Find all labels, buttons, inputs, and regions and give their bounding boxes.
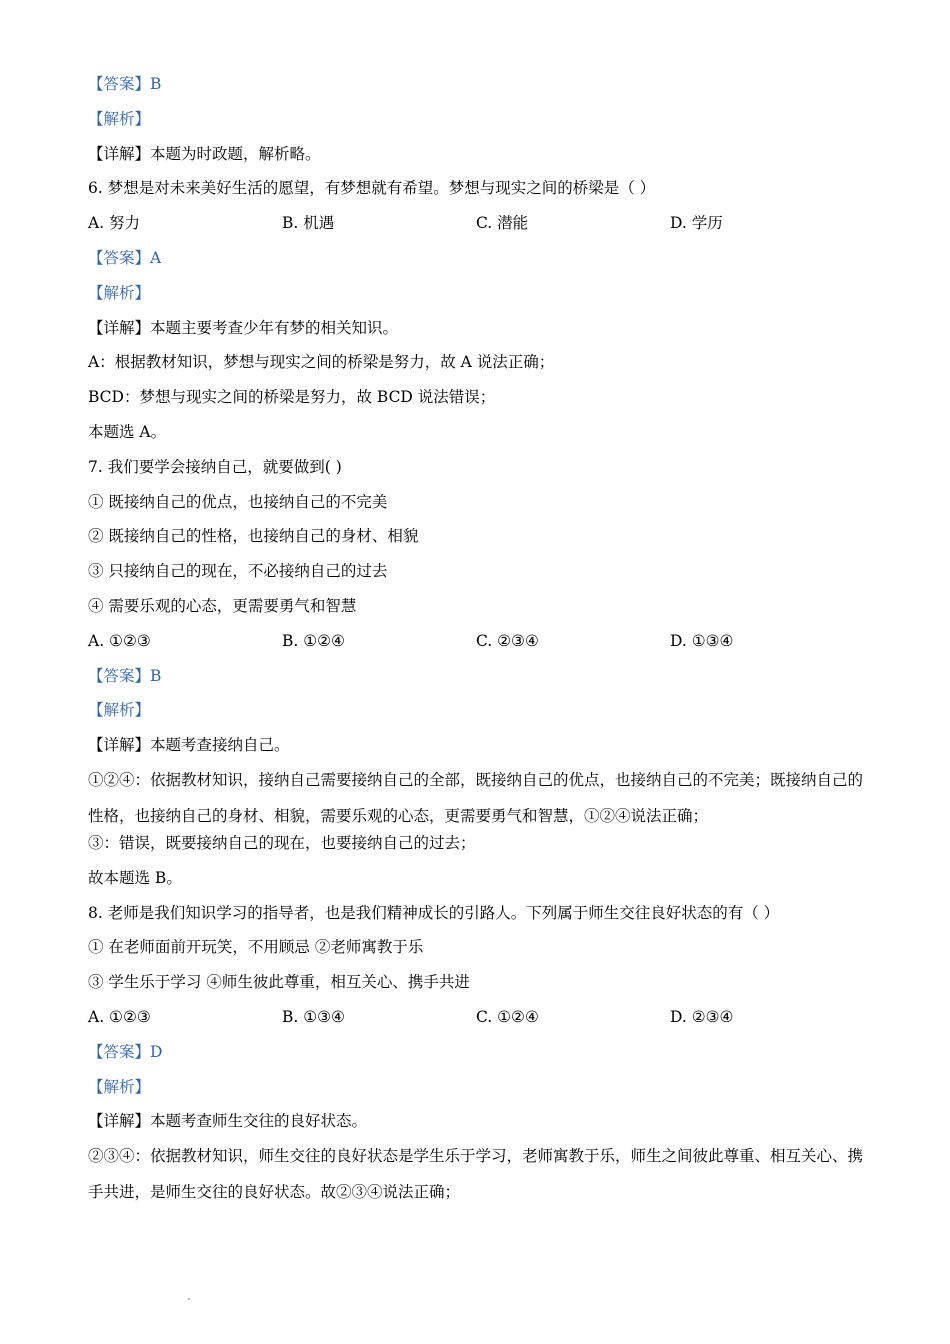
option-d: D. 学历 bbox=[670, 214, 723, 233]
option-c: C. ①②④ bbox=[476, 1007, 539, 1026]
option-d: D. ①③④ bbox=[670, 631, 734, 650]
option-b: B. ①③④ bbox=[282, 1007, 345, 1026]
question-7: 7. 我们要学会接纳自己，就要做到( ) bbox=[88, 457, 342, 476]
statements-1-2: ① 在老师面前开玩笑，不用顾忌 ②老师寓教于乐 bbox=[88, 938, 424, 957]
explanation-line: BCD：梦想与现实之间的桥梁是努力，故 BCD 说法错误； bbox=[88, 388, 496, 407]
option-c: C. 潜能 bbox=[476, 214, 529, 233]
conclusion-line: 故本题选 B。 bbox=[88, 868, 182, 887]
option-d: D. ②③④ bbox=[670, 1007, 734, 1026]
question-8: 8. 老师是我们知识学习的指导者，也是我们精神成长的引路人。下列属于师生交往良好状态的有（ ） bbox=[88, 903, 780, 922]
document-body bbox=[88, 74, 863, 1210]
analysis-label: 【解析】 bbox=[88, 1077, 151, 1096]
page-mark bbox=[188, 1298, 190, 1300]
explanation-line: A：根据教材知识，梦想与现实之间的桥梁是努力，故 A 说法正确； bbox=[88, 353, 555, 372]
explanation-paragraph: ①②④：依据教材知识，接纳自己需要接纳自己的全部，既接纳自己的优点，也接纳自己的不完美；既接纳自己的性格，也接纳自己的身材、相貌，需要乐观的心态，更需要勇气和智慧，①②④说法正确； bbox=[88, 770, 864, 825]
question-6-options bbox=[88, 213, 863, 233]
detail-text: 【详解】本题考查接纳自己。 bbox=[88, 736, 290, 755]
statement-4: ④ 需要乐观的心态，更需要勇气和智慧 bbox=[88, 596, 357, 615]
answer-label: 【答案】B bbox=[88, 75, 162, 93]
question-8-options bbox=[88, 1007, 863, 1027]
option-c: C. ②③④ bbox=[476, 631, 539, 650]
detail-text: 【详解】本题主要考查少年有梦的相关知识。 bbox=[88, 318, 399, 337]
analysis-label: 【解析】 bbox=[88, 283, 151, 302]
answer-label: 【答案】D bbox=[88, 1042, 163, 1061]
statement-1: ① 既接纳自己的优点，也接纳自己的不完美 bbox=[88, 492, 388, 511]
analysis-label: 【解析】 bbox=[88, 701, 151, 720]
answer-label: 【答案】A bbox=[88, 248, 162, 267]
statement-3: ③ 只接纳自己的现在，不必接纳自己的过去 bbox=[88, 562, 388, 581]
option-a: A. ①②③ bbox=[88, 631, 151, 650]
explanation-line: ③：错误，既要接纳自己的现在，也要接纳自己的过去； bbox=[88, 833, 476, 852]
option-b: B. 机遇 bbox=[282, 214, 335, 233]
statement-2: ② 既接纳自己的性格，也接纳自己的身材、相貌 bbox=[88, 527, 419, 546]
analysis-label: 【解析】 bbox=[88, 109, 151, 128]
detail-text: 【详解】本题考查师生交往的良好状态。 bbox=[88, 1112, 368, 1131]
answer-label: 【答案】B bbox=[88, 666, 162, 685]
option-a: A. 努力 bbox=[88, 214, 141, 233]
option-a: A. ①②③ bbox=[88, 1007, 151, 1026]
option-b: B. ①②④ bbox=[282, 631, 345, 650]
explanation-paragraph: ②③④：依据教材知识，师生交往的良好状态是学生乐于学习，老师寓教于乐，师生之间彼此尊重、相互关心、携手共进，是师生交往的良好状态。故②③④说法正确； bbox=[88, 1147, 864, 1202]
conclusion-line: 本题选 A。 bbox=[88, 422, 167, 441]
question-6: 6. 梦想是对未来美好生活的愿望，有梦想就有希望。梦想与现实之间的桥梁是（ ） bbox=[88, 179, 656, 198]
detail-text: 【详解】本题为时政题，解析略。 bbox=[88, 144, 321, 163]
statements-3-4: ③ 学生乐于学习 ④师生彼此尊重，相互关心、携手共进 bbox=[88, 973, 470, 992]
question-7-options bbox=[88, 631, 863, 651]
